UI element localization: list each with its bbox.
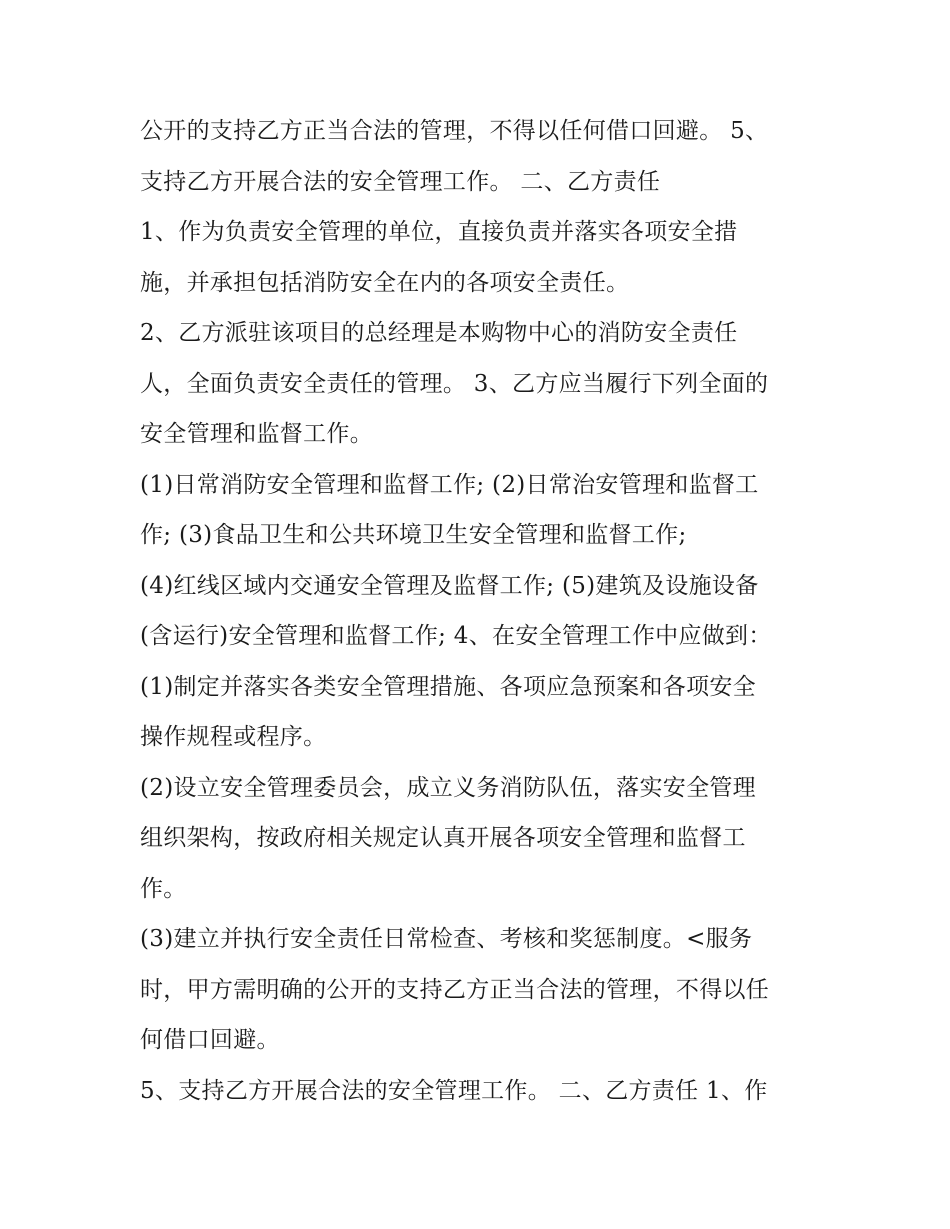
text-line: 人，全面负责安全责任的管理。 3、乙方应当履行下列全面的 bbox=[140, 370, 769, 397]
text-line: 操作规程或程序。 bbox=[140, 724, 327, 750]
text-line: (3)建立并执行安全责任日常检查、考核和奖惩制度。<服务 bbox=[140, 926, 753, 952]
text-line: (4)红线区域内交通安全管理及监督工作; (5)建筑及设施设备 bbox=[140, 572, 759, 599]
text-line: 时，甲方需明确的公开的支持乙方正当合法的管理，不得以任 bbox=[140, 976, 770, 1003]
text-line: 2、乙方派驻该项目的总经理是本购物中心的消防安全责任 bbox=[140, 320, 738, 346]
text-line: 施，并承担包括消防安全在内的各项安全责任。 bbox=[140, 269, 630, 296]
text-line: 5、支持乙方开展合法的安全管理工作。 二、乙方责任 1、作 bbox=[140, 1077, 768, 1104]
text-line: 公开的支持乙方正当合法的管理，不得以任何借口回避。 5、 bbox=[140, 118, 769, 144]
text-line: (1)制定并落实各类安全管理措施、各项应急预案和各项安全 bbox=[140, 673, 756, 700]
text-line: 组织架构，按政府相关规定认真开展各项安全管理和监督工 bbox=[140, 825, 746, 851]
text-line: (2)设立安全管理委员会，成立义务消防队伍，落实安全管理 bbox=[140, 774, 756, 801]
text-line: 支持乙方开展合法的安全管理工作。 二、乙方责任 bbox=[140, 168, 661, 195]
text-line: (1)日常消防安全管理和监督工作; (2)日常治安管理和监督工 bbox=[140, 471, 759, 498]
text-line: 1、作为负责安全管理的单位，直接负责并落实各项安全措 bbox=[140, 219, 738, 245]
text-line: 安全管理和监督工作。 bbox=[140, 421, 373, 447]
text-line: 作; (3)食品卫生和公共环境卫生安全管理和监督工作; bbox=[140, 522, 687, 548]
text-line: 作。 bbox=[140, 875, 187, 902]
document-body bbox=[140, 106, 830, 1116]
text-line: 何借口回避。 bbox=[140, 1027, 280, 1053]
text-line: (含运行)安全管理和监督工作; 4、在安全管理工作中应做到： bbox=[140, 623, 772, 649]
